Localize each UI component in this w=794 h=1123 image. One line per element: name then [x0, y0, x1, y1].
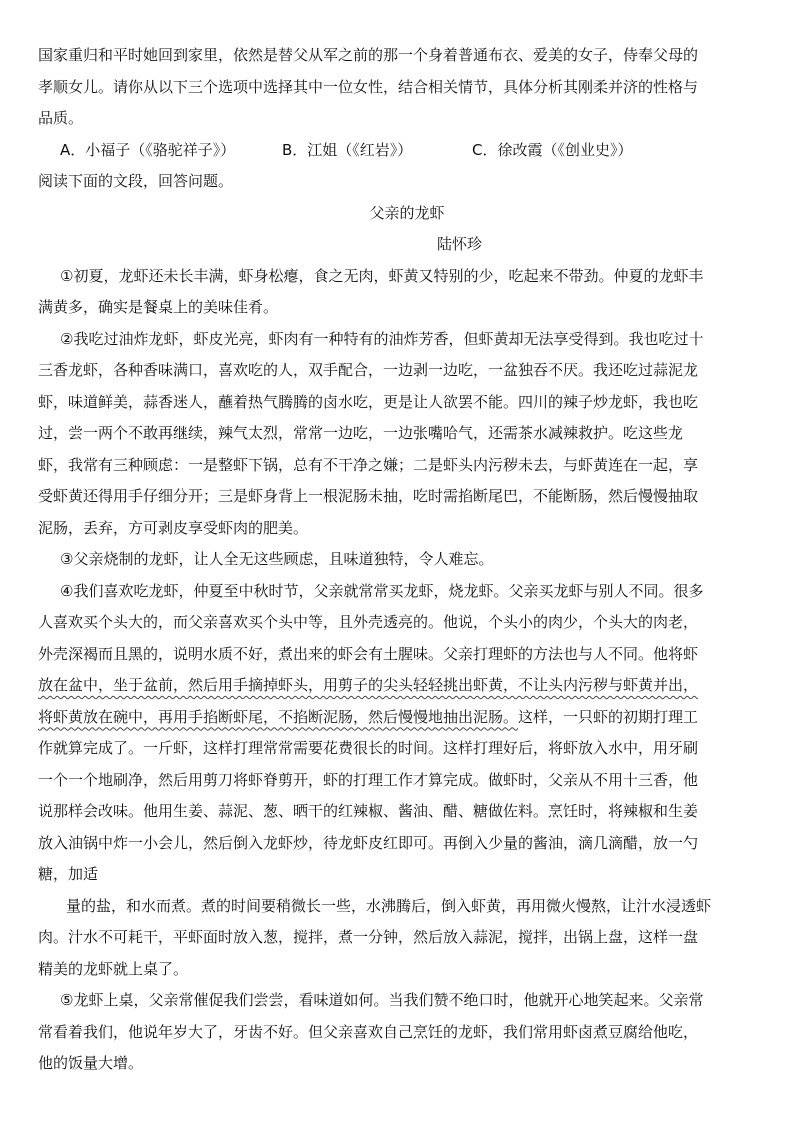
reading-instruction: 阅读下面的文段，回答问题。 — [38, 172, 234, 190]
article-title: 父亲的龙虾 — [369, 203, 445, 222]
option-a: A．小福子（《骆驼祥子》） — [60, 140, 236, 159]
paragraph-2-line: 泥肠，丢弃，方可剥皮享受虾肉的肥美。 — [38, 518, 309, 537]
question-line-3: 品质。 — [38, 109, 84, 127]
question-line-2: 孝顺女儿。请你从以下三个选项中选择其中一位女性，结合相关情节，具体分析其刚柔并济的性格与 — [38, 77, 699, 96]
option-c: C．徐改霞（《创业史》） — [472, 140, 633, 159]
paragraph-5-line: 常看着我们，他说年岁大了，牙齿不好。但父亲喜欢自己烹饪的龙虾，我们常用虾卤煮豆腐给他吃， — [38, 1022, 699, 1041]
paragraph-4-line: 外壳深褐而且黑的，说明水质不好，煮出来的虾会有土腥味。父亲打理虾的方法也与人不同。他将虾 — [38, 644, 699, 663]
paragraph-4-line: 精美的龙虾就上桌了。 — [38, 959, 189, 978]
paragraph-4-line: 作就算完成了。一斤虾，这样打理常常需要花费很长的时间。这样打理好后，将虾放入水中，用牙刷 — [38, 739, 699, 757]
paragraph-5-line: ⑤龙虾上桌，父亲常催促我们尝尝，看味道如何。当我们赞不绝口时，他就开心地笑起来。父亲常 — [60, 991, 704, 1009]
underlined-passage: 放在盆中，坐于盆前，然后用手摘掉虾头，用剪子的尖头轻轻挑出虾黄，不让头内污秽与虾黄并出， — [38, 676, 699, 694]
paragraph-2-line: 三香龙虾，各种香味满口，喜欢吃的人，双手配合，一边剥一边吃，一盆独吞不厌。我还吃过蒜泥龙 — [38, 361, 699, 379]
question-line-1: 国家重归和平时她回到家里，依然是替父从军之前的那一个身着普通布衣、爱美的女子，侍奉父母的 — [38, 46, 699, 64]
paragraph-4-line — [38, 670, 756, 702]
paragraph-3-line: ③父亲烧制的龙虾，让人全无这些顾虑，且味道独特，令人难忘。 — [60, 550, 494, 568]
answer-options — [38, 135, 756, 167]
paragraph-4-line: 量的盐，和水而煮。煮的时间要稍微长一些，水沸腾后，倒入虾黄，再用微火慢熬，让汁水浸透虾 — [66, 896, 712, 915]
document-page — [38, 40, 756, 1080]
paragraph-2-line: 虾，味道鲜美，蒜香迷人，蘸着热气腾腾的卤水吃，更是让人欲罢不能。四川的辣子炒龙虾，我也吃 — [38, 392, 699, 411]
paragraph-4-line: 放入油锅中炸一小会儿，然后倒入龙虾炒，待龙虾皮红即可。再倒入少量的酱油，滴几滴醋，放一勺 — [38, 833, 699, 852]
paragraph-4-line: 人喜欢买个头大的，而父亲喜欢买个头中等，且外壳透亮的。他说，个头小的肉少，个头大的肉老， — [38, 613, 699, 631]
paragraph-1-line: ①初夏，龙虾还未长丰满，虾身松瘪，食之无肉，虾黄又特别的少，吃起来不带劲。仲夏的龙虾丰 — [60, 266, 704, 285]
paragraph-5-line: 他的饭量大增。 — [38, 1054, 144, 1072]
paragraph-4-line: 肉。汁水不可耗干，平虾面时放入葱，搅拌，煮一分钟，然后放入蒜泥，搅拌，出锅上盘，这样一盘 — [38, 928, 699, 946]
paragraph-4-line: 一个一个地刷净，然后用剪刀将虾脊剪开，虾的打理工作才算完成。做虾时，父亲从不用十三香，他 — [38, 770, 699, 789]
paragraph-2-line: 受虾黄还得用手仔细分开；三是虾身背上一根泥肠未抽，吃时需掐断尾巴，不能断肠，然后慢慢抽取 — [38, 487, 699, 505]
paragraph-4-line: 说那样会改味。他用生姜、蒜泥、葱、晒干的红辣椒、酱油、醋、糖做佐料。烹饪时，将辣椒和生姜 — [38, 802, 699, 820]
paragraph-4-line — [38, 702, 756, 734]
underlined-passage: 将虾黄放在碗中，再用手掐断虾尾，不掐断泥肠，然后慢慢地抽出泥肠。 — [38, 707, 519, 726]
paragraph-2-line: ②我吃过油炸龙虾，虾皮光亮，虾肉有一种特有的油炸芳香，但虾黄却无法享受得到。我也吃过十 — [60, 329, 704, 348]
paragraph-1-line: 满黄多，确实是餐桌上的美味佳肴。 — [38, 298, 279, 316]
option-b: B．江姐（《红岩》） — [282, 140, 413, 159]
paragraph-4-text: 这样，一只虾的初期打理工 — [518, 707, 699, 726]
paragraph-4-line: 糖，加适 — [38, 865, 99, 883]
article-author: 陆怀珍 — [437, 235, 483, 253]
paragraph-2-line: 虾，我常有三种顾虑：一是整虾下锅，总有不干净之嫌；二是虾头内污秽未去，与虾黄连在一起，享 — [38, 455, 699, 474]
paragraph-2-line: 过，尝一两个不敢再继续，辣气太烈，常常一边吃，一边张嘴哈气，还需茶水减辣救护。吃这些龙 — [38, 424, 684, 442]
paragraph-4-line: ④我们喜欢吃龙虾，仲夏至中秋时节，父亲就常常买龙虾，烧龙虾。父亲买龙虾与别人不同。很多 — [60, 581, 704, 600]
